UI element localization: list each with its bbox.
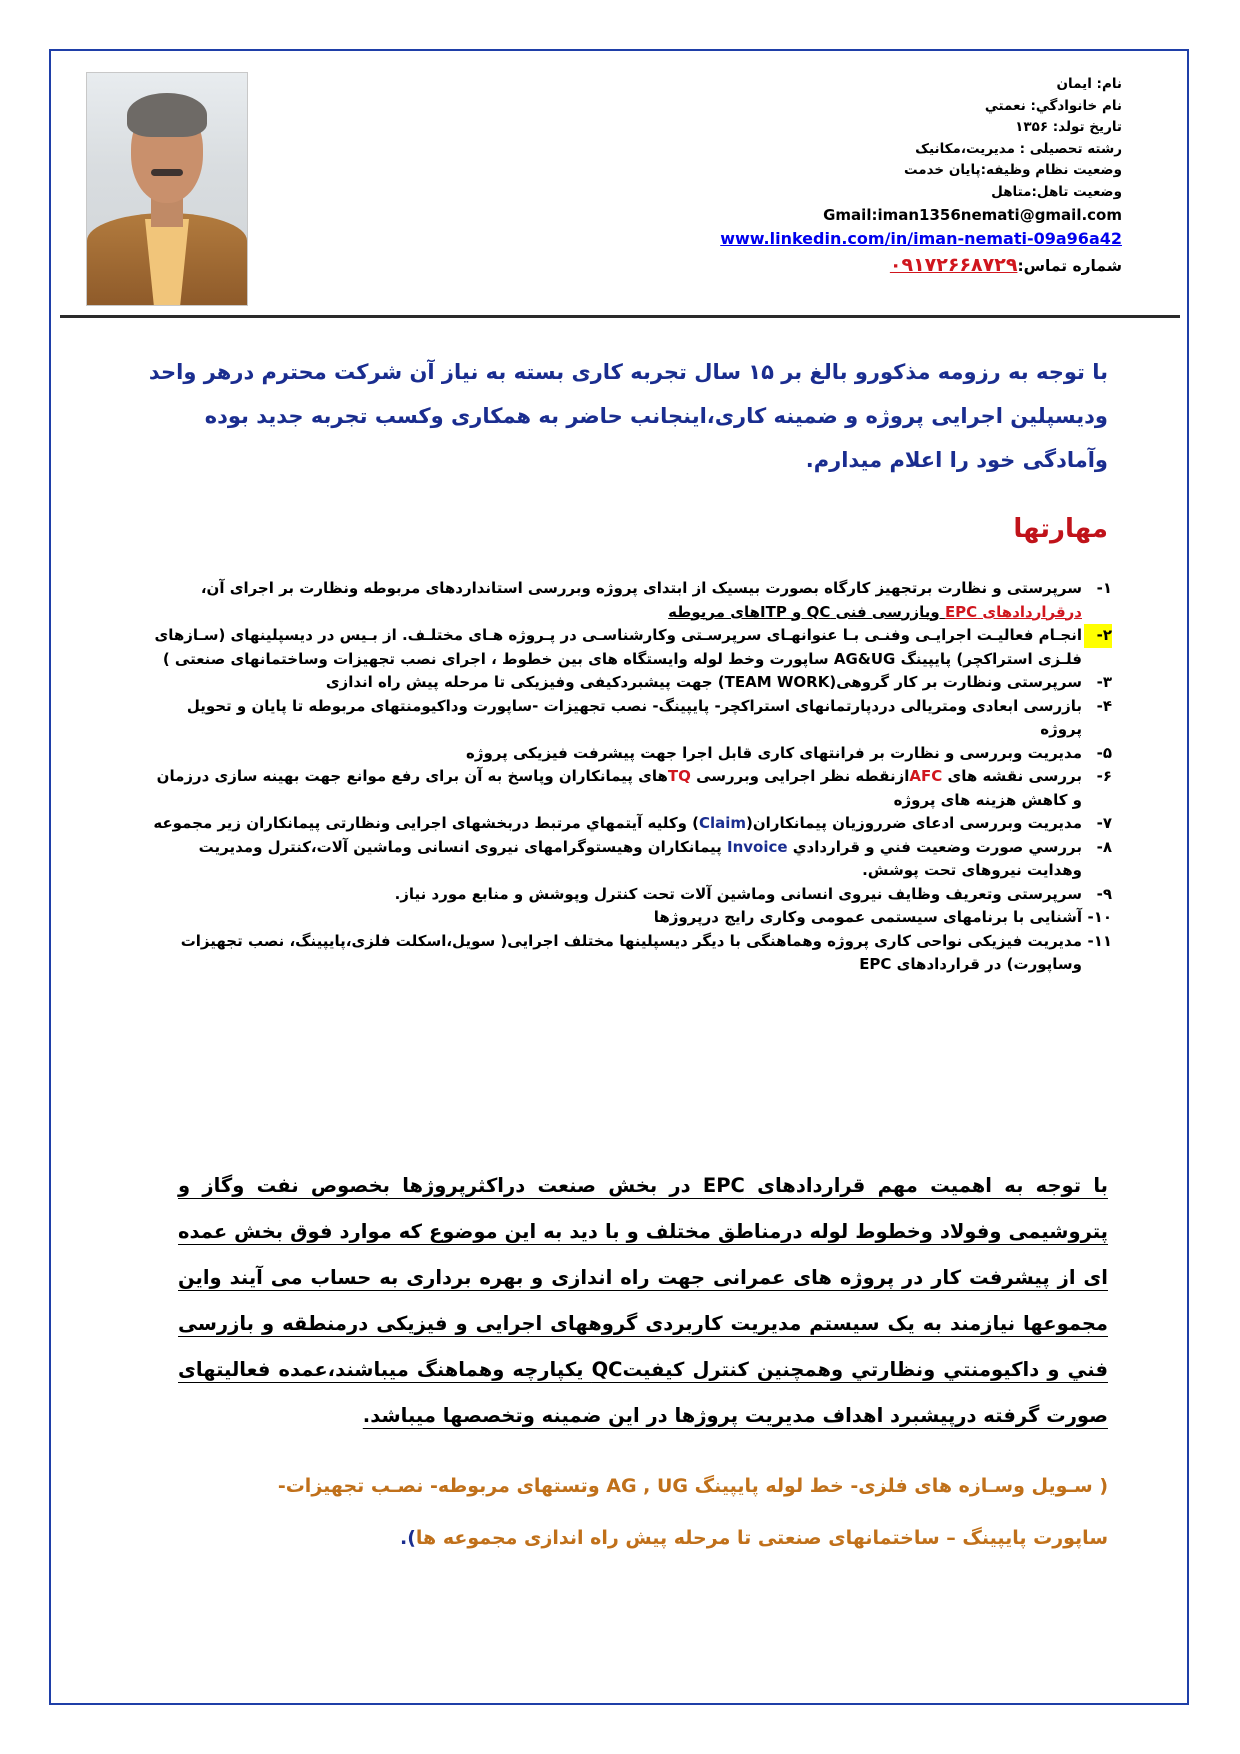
civil-line-2: ساپورت پایپینگ – ساختمانهای صنعتی تا مرحله پیش راه اندازی مجموعه ها). — [399, 1527, 1108, 1549]
intro-paragraph: با توجه به رزومه مذکورو بالغ بر ۱۵ سال تجربه کاری بسته به نیاز آن شرکت محترم درهر واحد ودیسپلین اجرایی پروژه و ضمینه کاری،اینجانب حاضر به همکاری وکسب تجربه جدید بوده وآمادگی خود را اعلام میدارم. — [148, 360, 1108, 472]
list-item: ۳- سرپرستی ونظارت بر کار گروهی(TEAM WORK) جهت پیشبردکیفی وفیزیکی تا مرحله پیش راه اندازی — [325, 673, 1112, 691]
civil-line-1: ( سـویل وسـازه های فلزی- خط لوله پایپینگ AG , UG وتستهای مربوطه- نصـب تجهیزات- — [277, 1475, 1108, 1497]
list-item: ۱۱- مدیریت فیزیکی نواحی کاری پروژه وهماهنگی با دیگر دیسپلینها مختلف اجرایی( سویل،اسکلت فلزی،پایپینگ، نصب تجهیزات وساپورت) در قراردادهای EPC — [180, 931, 1112, 973]
skills-heading: مهارتها — [1013, 514, 1108, 544]
skills-list — [152, 577, 1112, 977]
list-item: ۶- بررسی نقشه های AFCازنقطه نظر اجرایی وبررسی TQهای پیمانکاران وپاسخ به آن برای رفع موانع جهت بهینه سازی درزمان و کاهش هزینه های پروژه — [156, 767, 1112, 809]
list-item: ۷- مدیریت وبررسی ادعای ضرروزیان پیمانکاران(Claim) وکلیه آیتمهاي مرتبط دربخشهای اجرایی ونظارتی پیمانکاران زیر مجموعه — [153, 814, 1112, 832]
education-field: رشته تحصیلی : مدیریت،مکانیک — [915, 140, 1122, 157]
name-field: نام: ایمان — [1056, 76, 1122, 92]
list-item: ۱- سرپرستی و نظارت برتجهیز کارگاه بصورت بیسیک از ابتدای پروژه وبررسی استانداردهای مربوطه ونظارت بر اجرای آن، درقراردادهای EPC وبازرسی فنی QC و ITPهای مربوطه — [200, 579, 1112, 621]
list-item: ۸- بررسي صورت وضعيت فني و قراردادي Invoice پیمانکاران وهیستوگرامهای نیروی انسانی وماشین آلات،کنترل ومدیریت وهدایت نیروهای تحت پوشش. — [198, 837, 1112, 879]
marital-field: وضعیت تاهل:متاهل — [991, 183, 1122, 200]
profile-photo — [86, 72, 248, 306]
personal-info — [602, 74, 1122, 280]
header-divider — [60, 315, 1180, 318]
phone-number: ۰۹۱۷۲۶۶۸۷۲۹ — [889, 254, 1018, 276]
highlighted-number: ۲- — [1084, 624, 1112, 648]
civil-paragraph — [148, 1460, 1108, 1564]
family-field: نام خانوادگي: نعمتي — [984, 97, 1122, 114]
epc-paragraph: با توجه به اهمیت مهم قراردادهای EPC در بخش صنعت دراکثرپروژها بخصوص نفت وگاز و پتروشیمی وفولاد وخطوط لوله درمناطق مختلف و با دید به این موضوع که موارد فوق بخش عمده ای از پیشرفت کار در پروژه های عمرانی جهت راه اندازی و بهره برداری به حساب می آیند واین مجموعها نیازمند به یک سیستم مدیریت کاربردی گروههای اجرایی و فیزیکی درمنطقه و بازرسی فني و داكيومنتي ونظارتي وهمچنین کنترل کیفیتQC یکپارچه وهماهنگ میباشند،عمده فعالیتهای صورت گرفته درپیشبرد اهداف مدیریت پروژها در این ضمینه وتخصصها میباشد. — [178, 1174, 1108, 1427]
military-field: وضعیت نظام وظیفه:پایان خدمت — [903, 162, 1122, 178]
list-item: ۱۰- آشنایی با برنامهای سیستمی عمومی وکاری رایج درپروژها — [653, 908, 1112, 926]
linkedin-link[interactable]: www.linkedin.com/in/iman-nemati-09a96a42 — [720, 229, 1122, 248]
email-text: Gmail:iman1356nemati@gmail.com — [823, 206, 1122, 224]
list-item: ۲- انجـام فعالیـت اجرایـی وفنـی بـا عنوانهـای سرپرسـتی وکارشناسـی در پـروژه هـای مختلـف. از بـیس در دیسپلینهای (سـازهای فلـزی استراکچر) پایپینگ AG&UG ساپورت وخط لوله وایستگاه های بین خطوط ، اجرای نصب تجهیزات وساختمانهای صنعتی ) — [154, 626, 1112, 668]
list-item: ۴- بازرسی ابعادی ومتریالی دردپارتمانهای استراکچر- پایپینگ- نصب تجهیزات -ساپورت وداکیومنتهای مربوطه تا پایان و تحویل پروژه — [186, 696, 1112, 738]
list-item: ۹- سرپرستی وتعریف وظایف نیروی انسانی وماشین آلات تحت کنترل وپوشش و منابع مورد نیاز. — [394, 884, 1112, 903]
list-item: ۵- مدیریت وبررسی و نظارت بر فرانتهای کاری قابل اجرا جهت پیشرفت فیزیکی پروژه — [465, 743, 1112, 762]
birth-field: تاریخ تولد: ۱۳۵۶ — [1015, 119, 1122, 135]
phone-row — [602, 251, 1122, 280]
phone-label: شماره تماس: — [1017, 257, 1122, 275]
